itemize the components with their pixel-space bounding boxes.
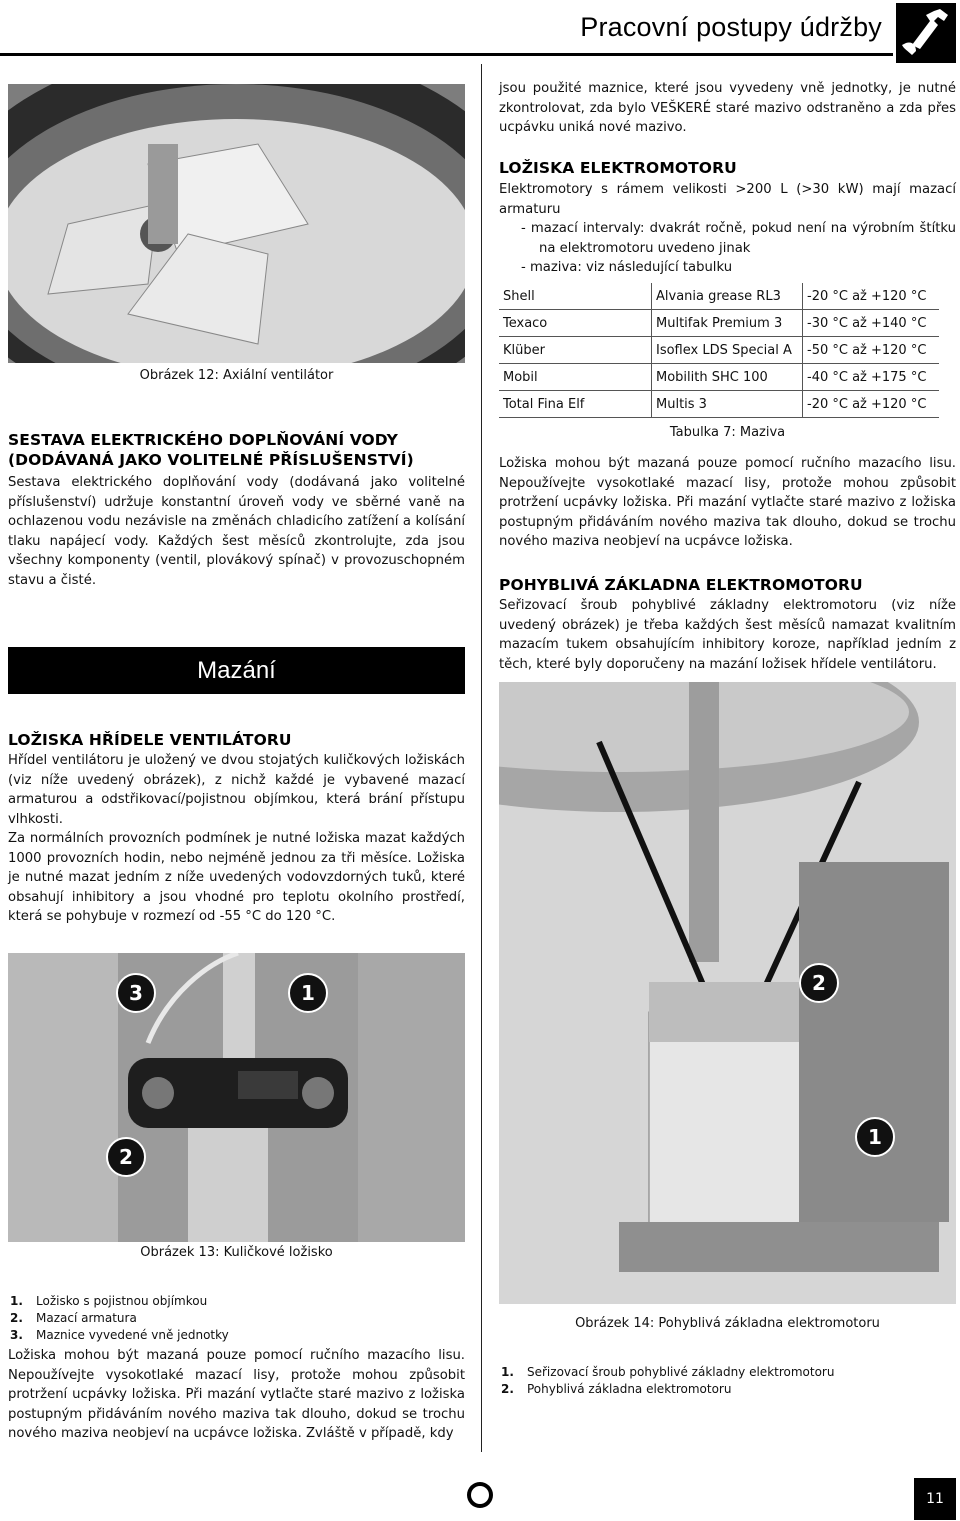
ball-bearing-photo: [8, 953, 465, 1242]
motor-bearings-heading: LOŽISKA ELEKTROMOTORU: [499, 159, 737, 177]
list-item: - maziva: viz následující tabulku: [521, 260, 733, 276]
column-divider: [481, 64, 482, 1452]
fan-shaft-heading: LOŽISKA HŘÍDELE VENTILÁTORU: [8, 731, 292, 749]
motor-base-body: Seřizovací šroub pohyblivé základny elektromotoru (viz níže uvedený obrázek) je třeba každých šest měsíců namazat kvalitním mazacím tukem obsahujícím inhibitory koroze, například jedním z těch, které byly doporučeny na mazání ložisek hřídele ventilátoru.: [499, 598, 956, 672]
axial-fan-photo: [8, 84, 465, 363]
header-rule: [0, 53, 893, 56]
water-makeup-heading: [8, 430, 478, 470]
list-item: 2. Mazací armatura: [10, 1311, 137, 1325]
lubricant-table: [499, 283, 939, 418]
list-item: - mazací intervaly: dvakrát ročně, pokud není na výrobním štítku na elektromotoru uvedeno jinak: [521, 221, 956, 256]
fan-shaft-lube-note: Ložiska mohou být mazaná pouze pomocí ručního mazacího lisu. Nepoužívejte vysokotlaké mazací lisy, protože mohou způsobit protržení ucpávky ložiska. Při mazání vytlačte staré mazivo z ložiska postupným přidáváním nového maziva tak dlouho, dokud se trochu nového maziva neobjeví na ucpávce ložiska. Zvláště v případě, kdy: [8, 1348, 465, 1442]
list-item: 1. Seřizovací šroub pohyblivé základny elektromotoru: [501, 1365, 835, 1379]
list-item: 1. Ložisko s pojistnou objímkou: [10, 1294, 208, 1308]
water-makeup-body: Sestava elektrického doplňování vody (dodávaná jako volitelné příslušenství) udržuje konstantní úroveň vody ve sběrné vaně na ochlazenou vodu nezávisle na změnách chladicího zatížení a kolísání tlaku napájecí vody. Každých šest měsíců zkontrolujte, zda jsou všechny komponenty (ventil, plovákový spínač) v provozuschopném stavu a čisté.: [8, 475, 465, 588]
table-row: Total Fina Elf Multis 3 -20 °C až +120 °C: [499, 391, 939, 418]
list-item: 3. Maznice vyvedené vně jednotky: [10, 1328, 229, 1342]
motor-bearings-intro: Elektromotory s rámem velikosti >200 L (>30 kW) mají mazací armaturu: [499, 182, 956, 217]
motor-lube-note: Ložiska mohou být mazaná pouze pomocí ručního mazacího lisu. Nepoužívejte vysokotlaké mazací lisy, protože mohou způsobit protržení ucpávky ložiska. Při mazání vytlačte staré mazivo z ložiska postupným přidáváním nového maziva tak dlouho, dokud se trochu nového maziva neobjeví na ucpávce ložiska.: [499, 456, 956, 550]
bac-logo: [466, 1481, 494, 1509]
table-row: Klüber Isoflex LDS Special A -50 °C až +120 °C: [499, 337, 939, 364]
table7-caption: Tabulka 7: Maziva: [669, 425, 786, 440]
table-row: Shell Alvania grease RL3 -20 °C až +120 °C: [499, 283, 939, 310]
figure13-caption: Obrázek 13: Kuličkové ložisko: [140, 1245, 333, 1260]
page-number: 11: [914, 1478, 956, 1520]
fan-shaft-para2: Za normálních provozních podmínek je nutné ložiska mazat každých 1000 provozních hodin, nebo nejméně jednou za tři měsíce. Ložiska je nutné mazat jedním z níže uvedených vodovzdorných tuků, které obsahují inhibitory a jsou vhodné pro teplotu okolního prostředí, která se pohybuje v rozmezí od -55 °C do 120 °C.: [8, 831, 465, 925]
list-item: 2. Pohyblivá základna elektromotoru: [501, 1382, 732, 1396]
figure13-marker-1: 1: [288, 973, 328, 1013]
section-banner: Mazání: [8, 647, 465, 694]
water-makeup-heading-line1: SESTAVA ELEKTRICKÉHO DOPLŇOVÁNÍ VODY: [8, 431, 398, 449]
figure13-legend: [10, 1293, 470, 1344]
table-row: Texaco Multifak Premium 3 -30 °C až +140 °C: [499, 310, 939, 337]
table-row: Mobil Mobilith SHC 100 -40 °C až +175 °C: [499, 364, 939, 391]
motor-base-photo: [499, 682, 956, 1304]
water-makeup-heading-line2: (DODÁVANÁ JAKO VOLITELNÉ PŘÍSLUŠENSTVÍ): [8, 451, 414, 469]
figure14-marker-2: 2: [799, 963, 839, 1003]
figure14-caption: Obrázek 14: Pohyblivá základna elektromotoru: [575, 1316, 880, 1331]
page-title: Pracovní postupy údržby: [580, 12, 882, 42]
wrench-hand-icon: [896, 3, 956, 63]
figure14-legend: [501, 1364, 956, 1398]
fan-shaft-para1: Hřídel ventilátoru je uložený ve dvou stojatých kuličkových ložiskách (viz níže uvedený obrázek), z nichž každé je vybavené mazací armaturou a odstřikovací/pojistnou objímkou, která brání přístupu vlhkosti.: [8, 753, 465, 827]
figure14-marker-1: 1: [855, 1117, 895, 1157]
continuation-text: jsou použité maznice, které jsou vyvedeny vně jednotky, je nutné zkontrolovat, zda bylo VEŠKERÉ staré mazivo odstraněno a zda přes ucpávku uniká nové mazivo.: [499, 81, 956, 136]
figure12-caption: Obrázek 12: Axiální ventilátor: [139, 368, 334, 383]
figure13-marker-3: 3: [116, 973, 156, 1013]
figure13-marker-2: 2: [106, 1137, 146, 1177]
motor-base-heading: POHYBLIVÁ ZÁKLADNA ELEKTROMOTORU: [499, 576, 863, 594]
motor-bearings-bullets: [499, 219, 956, 278]
